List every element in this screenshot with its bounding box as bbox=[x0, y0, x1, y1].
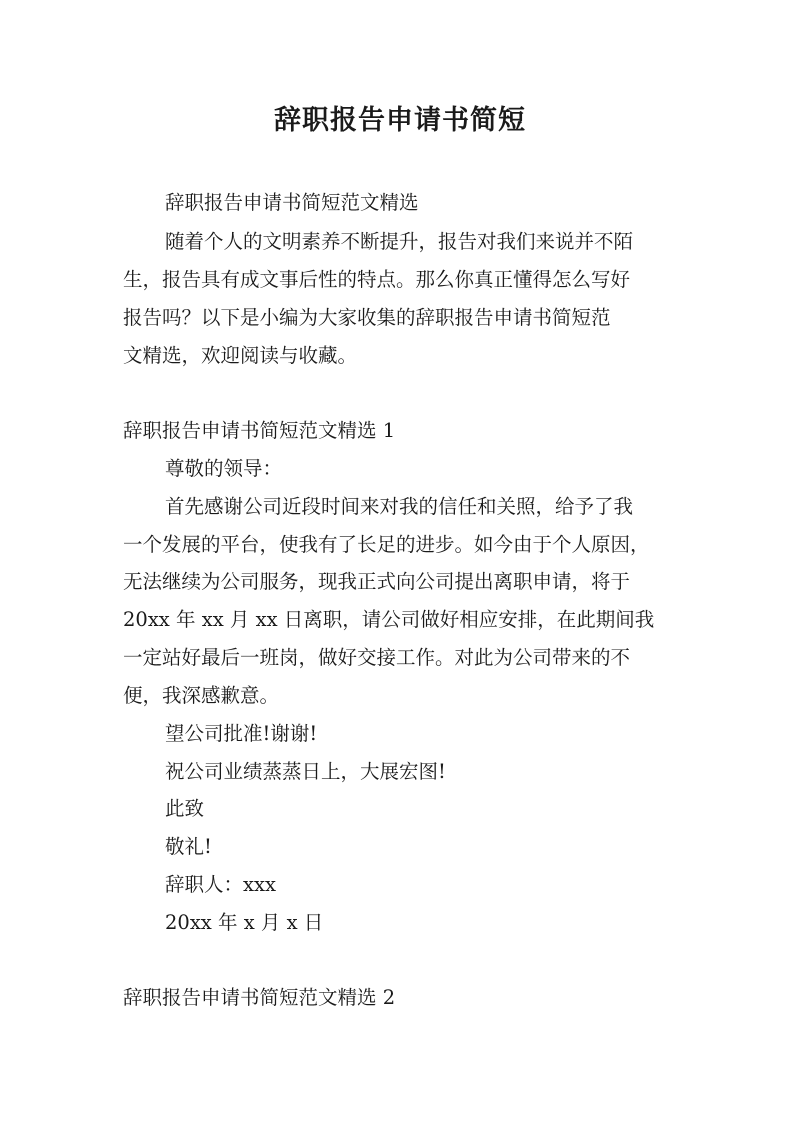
body-line-5: 一定站好最后一班岗，做好交接工作。对此为公司带来的不 bbox=[123, 646, 631, 669]
closing-cizhi: 此致 bbox=[165, 797, 205, 820]
intro-paragraph-line-1: 随着个人的文明素养不断提升，报告对我们来说并不陌 bbox=[165, 230, 634, 253]
date-line: 20xx 年 x 月 x 日 bbox=[165, 911, 324, 934]
closing-wish: 祝公司业绩蒸蒸日上，大展宏图! bbox=[165, 760, 446, 783]
salutation: 尊敬的领导： bbox=[165, 457, 283, 480]
intro-heading: 辞职报告申请书简短范文精选 bbox=[165, 191, 419, 214]
body-line-3: 无法继续为公司服务，现我正式向公司提出离职申请，将于 bbox=[123, 570, 631, 593]
section-1-heading: 辞职报告申请书简短范文精选 1 bbox=[123, 419, 396, 442]
intro-paragraph-line-4: 文精选，欢迎阅读与收藏。 bbox=[123, 344, 358, 367]
document-title: 辞职报告申请书简短 bbox=[274, 105, 526, 136]
signature: 辞职人：xxx bbox=[165, 873, 276, 896]
closing-jingli: 敬礼! bbox=[165, 835, 212, 858]
body-line-2: 一个发展的平台，使我有了长足的进步。如今由于个人原因， bbox=[123, 533, 650, 556]
intro-paragraph-line-2: 生，报告具有成文事后性的特点。那么你真正懂得怎么写好 bbox=[123, 268, 631, 291]
closing-request: 望公司批准!谢谢! bbox=[165, 722, 318, 745]
body-line-4: 20xx 年 xx 月 xx 日离职，请公司做好相应安排，在此期间我 bbox=[123, 608, 655, 631]
intro-paragraph-line-3: 报告吗？以下是小编为大家收集的辞职报告申请书简短范 bbox=[123, 306, 611, 329]
body-line-6: 便，我深感歉意。 bbox=[123, 684, 280, 707]
body-line-1: 首先感谢公司近段时间来对我的信任和关照，给予了我 bbox=[165, 495, 634, 518]
section-2-heading: 辞职报告申请书简短范文精选 2 bbox=[123, 986, 396, 1009]
